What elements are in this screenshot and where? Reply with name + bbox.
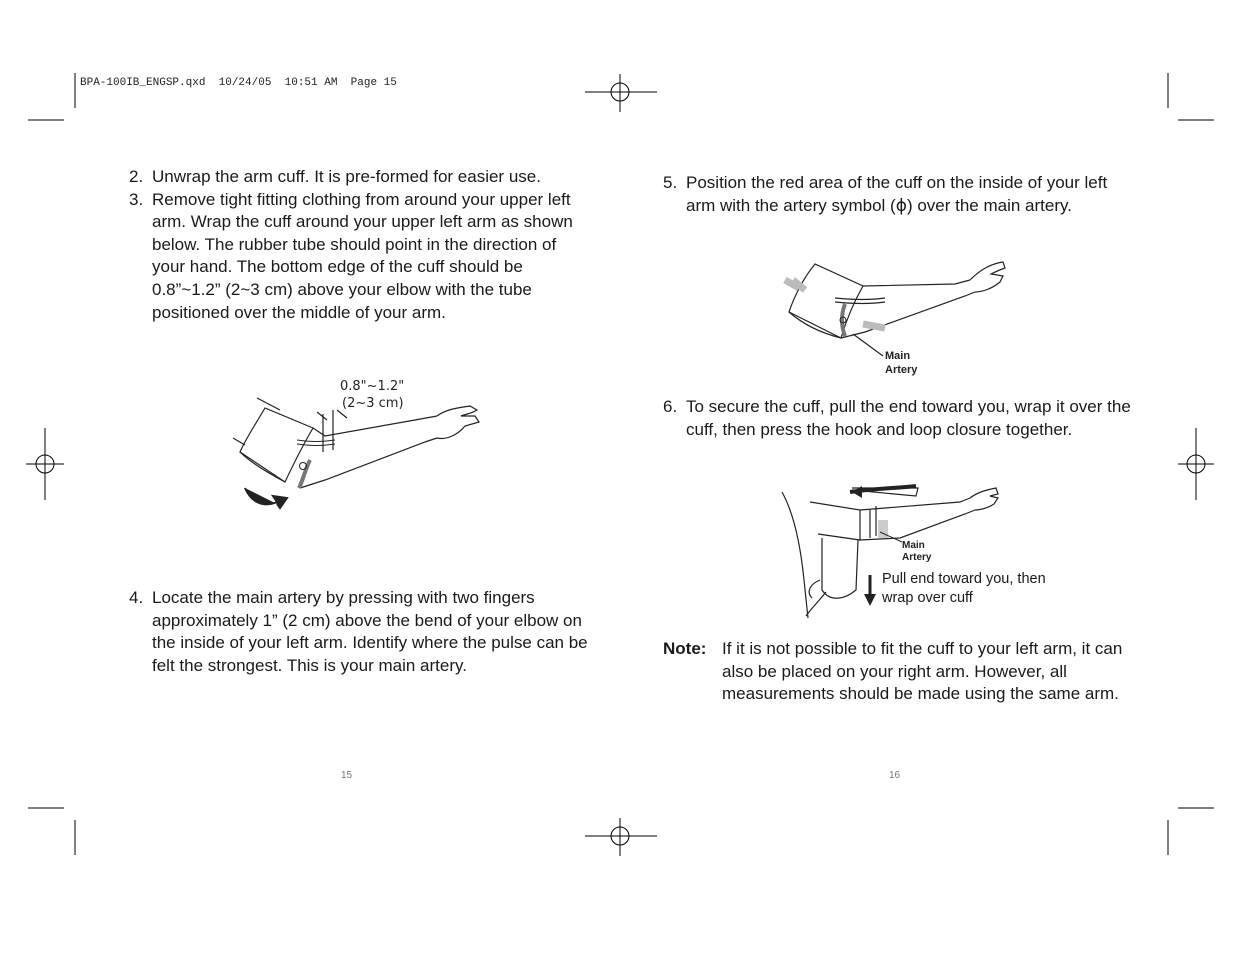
step-number: 6. (663, 397, 678, 416)
note (663, 638, 1123, 706)
step-text: Unwrap the arm cuff. It is pre-formed for easier use. (152, 167, 541, 186)
step-3 (129, 189, 589, 325)
file-slug: BPA-100IB_ENGSP.qxd 10/24/05 10:51 AM Page 15 (80, 77, 397, 89)
left-page-steps-top (129, 166, 589, 324)
page-number-left: 15 (341, 770, 353, 781)
main-artery-label-2: Artery (885, 364, 918, 376)
step-text-part: Position the red area of the cuff on the inside of your left arm with the artery symbol ( (686, 173, 1108, 215)
step-text: To secure the cuff, pull the end toward you, wrap it over the cuff, then press the hook and loop closure together. (686, 397, 1131, 439)
main-artery-label: Main (885, 350, 911, 362)
step-number: 2. (129, 167, 144, 186)
arm-cuff-illustration (225, 370, 490, 520)
note-text: If it is not possible to fit the cuff to your left arm, it can also be placed on your right arm. However, all measurements should be made using the same arm. (722, 639, 1123, 704)
cuff-distance-label: 0.8"~1.2" (340, 379, 405, 394)
main-artery-label: Main (902, 540, 925, 551)
right-page-step-5 (663, 172, 1133, 217)
cuff-distance-label-cm: (2~3 cm) (342, 396, 404, 411)
main-artery-label-2: Artery (902, 552, 932, 563)
step-text: Locate the main artery by pressing with two fingers approximately 1” (2 cm) above the bend of your elbow on the inside of your left arm. Identify where the pulse can be felt the strongest. This is your main artery. (152, 588, 588, 675)
left-page-steps-bottom (129, 587, 589, 677)
artery-symbol-icon: ϕ (895, 195, 907, 216)
step-text (686, 172, 1133, 217)
step-number: 3. (129, 189, 144, 209)
caption-line-2: wrap over cuff (882, 590, 973, 606)
caption-line-1: Pull end toward you, then (882, 571, 1046, 587)
step-6 (663, 396, 1133, 441)
step-4 (129, 587, 589, 677)
step-2 (129, 166, 589, 189)
artery-position-illustration (775, 256, 1015, 381)
step-number: 4. (129, 588, 144, 607)
secure-cuff-caption (882, 570, 1082, 608)
page-number-right: 16 (889, 770, 901, 781)
step-5 (663, 172, 1133, 217)
right-page-step-6 (663, 396, 1133, 441)
step-text-part: ) over the main artery. (906, 195, 1072, 215)
note-label: Note: (663, 639, 707, 658)
step-text: Remove tight fitting clothing from around your upper left arm. Wrap the cuff around your upper left arm as shown below. The rubber tube should point in the direction of your hand. The bottom edge of the cuff should be 0.8”~1.2” (2~3 cm) above your elbow with the tube positioned over the middle of your arm. (152, 189, 573, 322)
step-number: 5. (663, 173, 678, 192)
